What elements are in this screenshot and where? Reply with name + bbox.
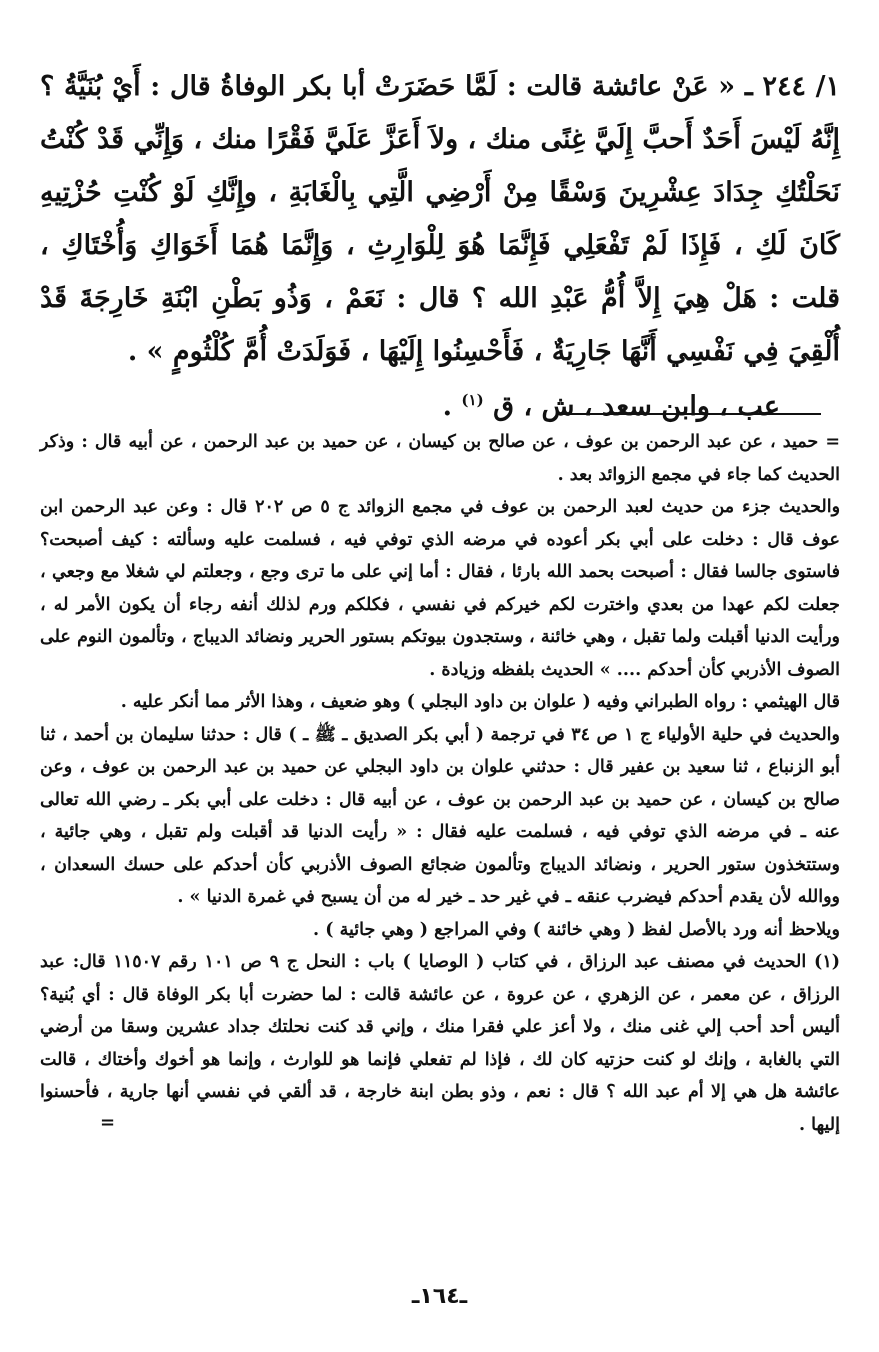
footnote-ref: (١) (461, 391, 484, 409)
footnote-paragraph: والحديث في حلية الأولياء ج ١ ص ٣٤ في ترجمة ( أبي بكر الصديق ـ ﷺ ـ ) قال : حدثنا سليمان بن أحمد ، ثنا أبو الزنباع ، ثنا سعيد بن عفير قال : حدثني علوان بن داود البجلي عن حميد بن عبد الرحمن بن عوف ، وعن صالح بن كيسان ، عن حميد بن عبد الرحمن بن عوف ، عن أبيه قال : دخلت على أبي بكر ـ رضي الله تعالى عنه ـ في مرضه الذي توفي فيه ، فسلمت عليه فقال : « رأيت الدنيا قد أقبلت ولم تقبل ، وهي جائية ، وستتخذون ستور الحرير ، ونضائد الديباج وتألمون ضجائع الصوف الأذربي كأن أحدكم على حسك السعدان ، ووالله لأن يقدم أحدكم فيضرب عنقه ـ في غير حد ـ خير له من أن يسبح في غمرة الدنيا » . (40, 724, 840, 907)
page-number: ـ١٦٤ـ (411, 1284, 468, 1309)
hadith-text: ١/ ٢٤٤ ـ « عَنْ عائشة قالت : لَمَّا حَضَرَتْ أبا بكر الوفاةُ قال : أَيْ بُنَيَّةُ ؟ إِنَّهُ لَيْسَ أَحَدٌ أَحبَّ إِلَيَّ غِنًى منك ، ولاَ أَعَزَّ عَلَيَّ فَقْرًا منك ، وَإِنِّي قَدْ كُنْتُ نَحَلْتُكِ جِدَادَ عِشْرِينَ وَسْقًا مِنْ أَرْضِي الَّتِي بِالْغَابَةِ ، وإِنَّكِ لَوْ كُنْتِ حُزْتِيهِ كَانَ لَكِ ، فَإِذَا لَمْ تَفْعَلِي فَإِنَّمَا هُوَ لِلْوَارِثِ ، وَإِنَّمَا هُمَا أَخَوَاكِ وَأُخْتَاكِ ، قلت : هَلْ هِيَ إِلاَّ أُمُّ عَبْدِ الله ؟ قال : نَعَمْ ، وَذُو بَطْنِ ابْنَةِ خَارِجَةَ قَدْ أُلْقِيَ فِي نَفْسِي أَنَّهَا جَارِيَةٌ ، فَأَحْسِنُوا إِلَيْهَا ، فَوَلَدَتْ أُمَّ كُلْثُومٍ » . (40, 71, 841, 367)
footnote-paragraph: (١) الحديث في مصنف عبد الرزاق ، في كتاب ( الوصايا ) باب : النحل ج ٩ ص ١٠١ رقم ١١٥٠٧ قال: عبد الرزاق ، عن معمر ، عن الزهري ، عن عروة ، عن عائشة قالت : لما حضرت أبا بكر الوفاة قال : أي بُنية؟ أليس أحد أحب إلي غنى منك ، ولا أعز علي فقرا منك ، وإني قد كنت نحلتك جداد عشرين وسقا من أرضي التي بالغابة ، وإنك لو كنت حزتيه كان لك ، فإذا لم تفعلي فإنما هو للوارث ، وإنما هو أخوك وأختاك ، قالت عائشة هل هي إلا أم عبد الله ؟ قال : نعم ، وذو بطن ابنة خارجة ، قد ألقي في نفسي أنها جارية ، فأحسنوا إليها . (40, 952, 841, 1135)
source-abbreviations: عب ، وابن سعد ، ش ، ق (493, 391, 780, 422)
continuation-mark: = (100, 1111, 116, 1133)
footnotes-block (40, 426, 840, 1141)
footnote-paragraph: ويلاحظ أنه ورد بالأصل لفظ ( وهي خائنة ) وفي المراجع ( وهي جائية ) . (313, 919, 840, 940)
footnote-divider (559, 413, 821, 415)
source-end: . (442, 391, 452, 422)
footnote-paragraph: والحديث جزء من حديث لعبد الرحمن بن عوف في مجمع الزوائد ج ٥ ص ٢٠٢ قال : وعن عبد الرحمن ابن عوف قال : دخلت على أبي بكر أعوده في مرضه الذي توفي فيه ، فسلمت عليه وسألته : كيف أصبحت؟ فاستوى جالسا فقال : أصبحت بحمد الله بارئا ، فقال : أما إني على ما ترى وجع ، وجعلتم لي شغلا مع وجعي ، جعلت لكم عهدا من بعدي واخترت لكم خيركم في نفسي ، فكلكم ورم لذلك أنفه رجاء أن يكون الأمر له ، ورأيت الدنيا أقبلت ولما تقبل ، وهي خائنة ، وستجدون بيوتكم بستور الحرير ونضائد الديباج ، وتألمون النوم على الصوف الأذربي كأن أحدكم .... » الحديث بلفظه وزيادة . (40, 497, 841, 680)
hadith-block (40, 60, 840, 433)
footnote-paragraph: قال الهيثمي : رواه الطبراني وفيه ( علوان بن داود البجلي ) وهو ضعيف ، وهذا الأثر مما أنكر عليه . (120, 692, 840, 712)
footnote-last (40, 946, 840, 1141)
footnote-paragraph: = حميد ، عن عبد الرحمن بن عوف ، عن صالح بن كيسان ، عن حميد بن عبد الرحمن ، عن أبيه قال : وذكر الحديث كما جاء في مجمع الزوائد بعد . (40, 432, 840, 485)
